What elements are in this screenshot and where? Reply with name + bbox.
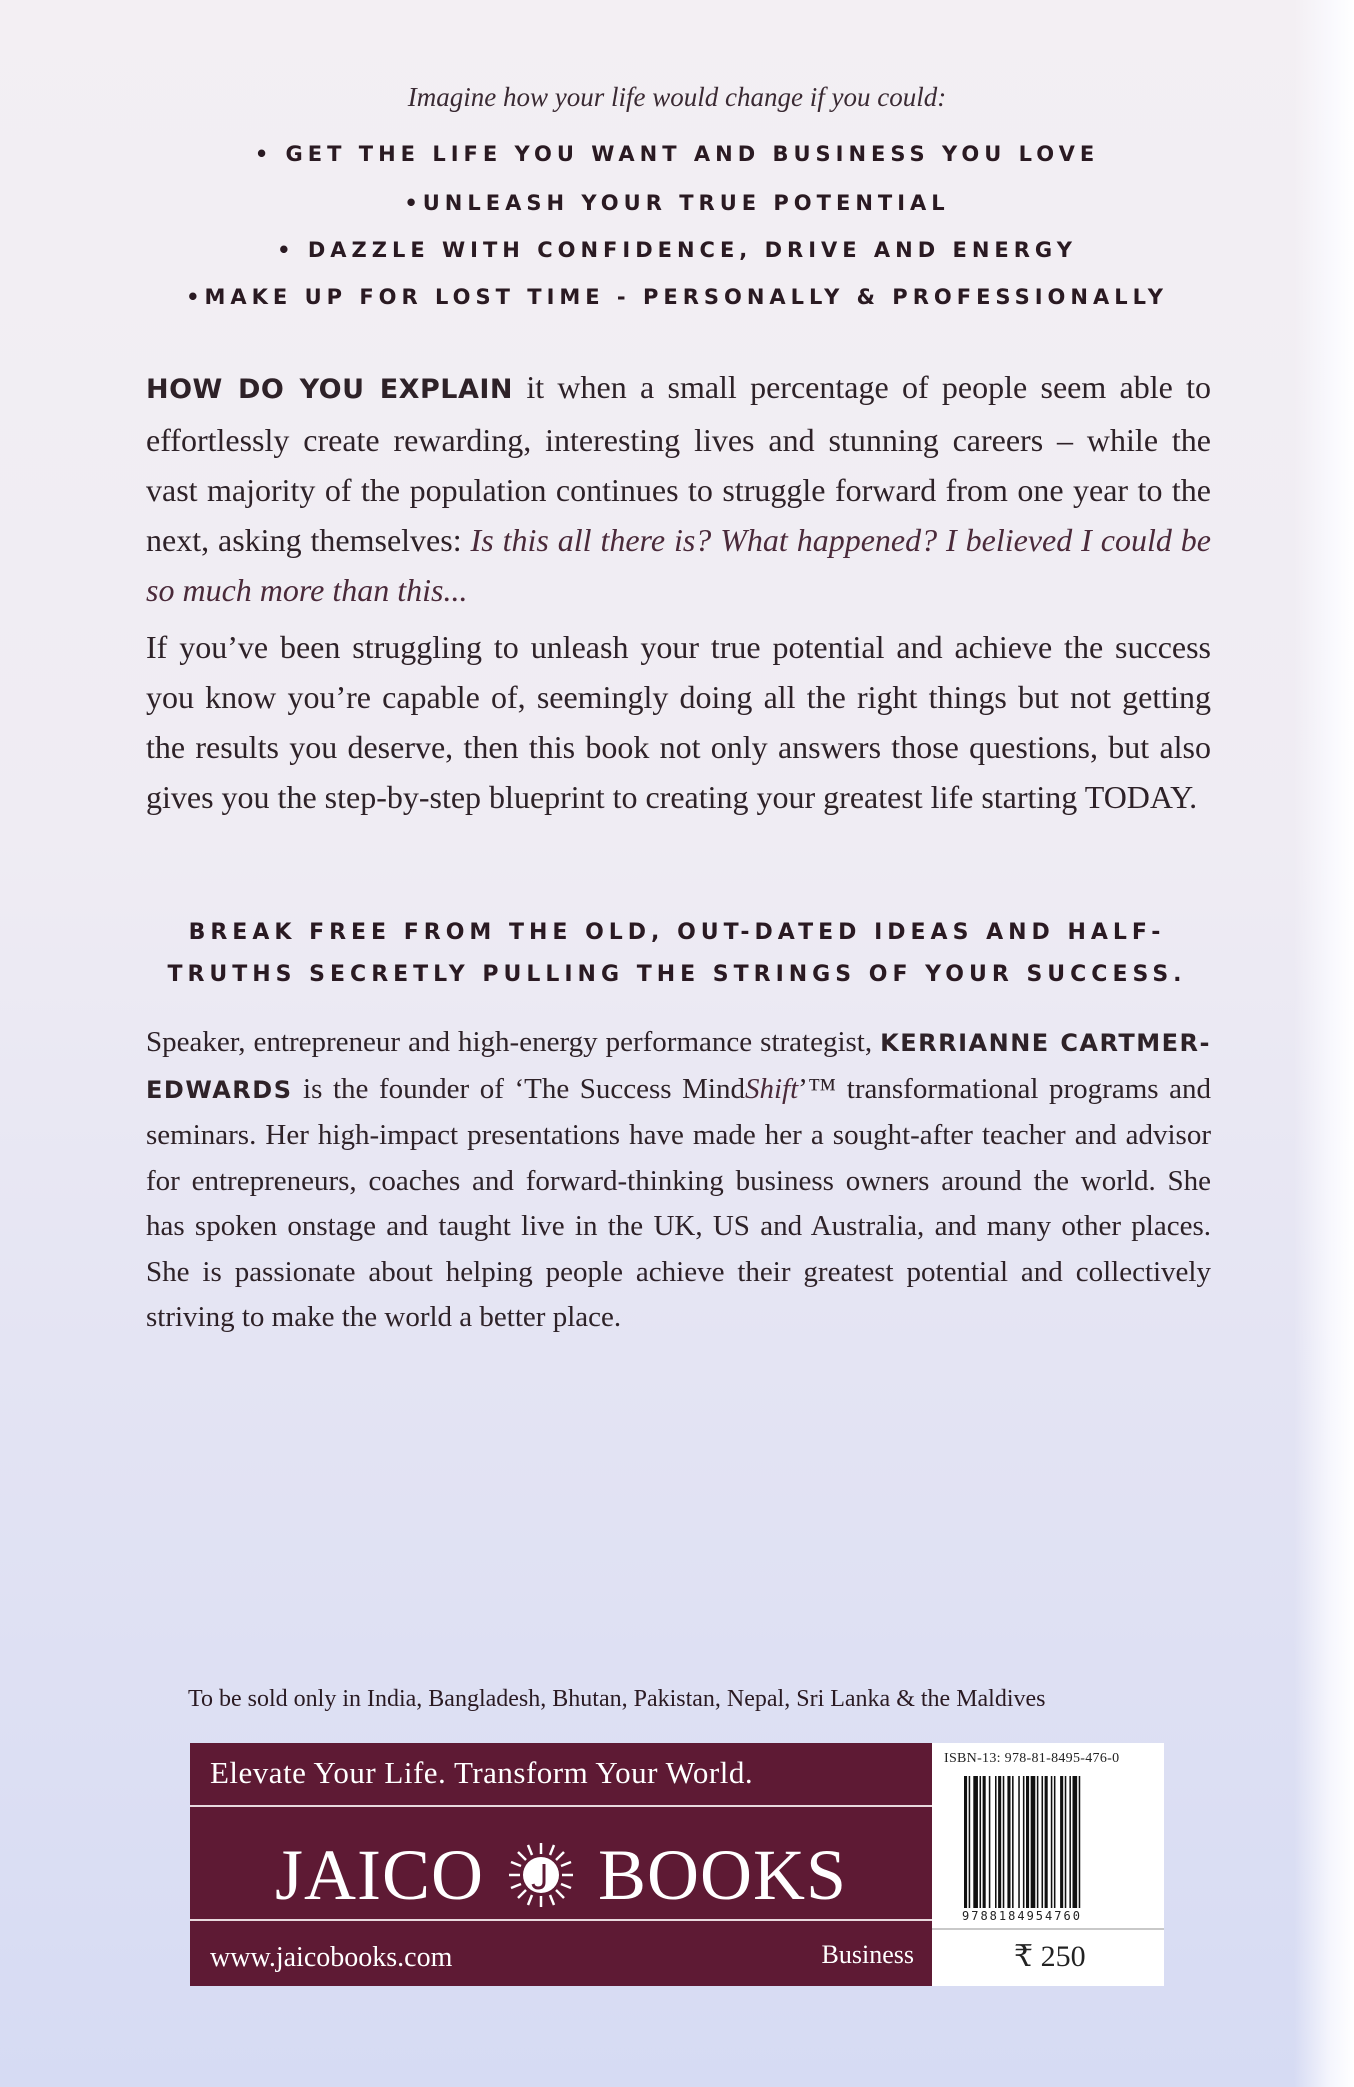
author-bio [146,1020,1211,1341]
publisher-divider-top [190,1805,932,1807]
bio-text-after: ’™ transformational programs and seminars. Her high-impact presentations have made her a sought-after teacher and advisor for entrepreneurs, coaches and forward-thinking business owners around the world. She has spoken onstage and taught live in the UK, US and Australia, and many other places. She is passionate about helping people achieve their greatest potential and collectively striving to make the world a better place. [146,1072,1211,1333]
barcode-icon [964,1776,1130,1908]
intro-line: Imagine how your life would change if you could: [407,82,947,112]
bullet-4: •MAKE UP FOR LOST TIME - PERSONALLY & PROFESSIONALLY [186,285,1168,309]
sun-logo-icon [506,1840,576,1910]
author-name: KERRIANNE CARTMER-EDWARDS [146,1029,1212,1104]
bullet-1: • GET THE LIFE YOU WANT AND BUSINESS YOU LOVE [254,142,1100,166]
bio-text-before: Speaker, entrepreneur and high-energy performance strategist, [146,1026,881,1058]
bullet-3: • DAZZLE WITH CONFIDENCE, DRIVE AND ENERGY [277,238,1077,262]
publisher-box [190,1743,932,1986]
paragraph-lead: HOW DO YOU EXPLAIN [146,374,514,405]
isbn-label: ISBN-13: 978-81-8495-476-0 [944,1751,1120,1766]
paragraph-explain [146,362,1211,615]
paragraph-italic: Is this all there is? What happened? I believed I could be so much more than this... [146,522,1212,608]
sale-territory-notice: To be sold only in India, Bangladesh, Bhutan, Pakistan, Nepal, Sri Lanka & the Maldives [188,1686,1046,1712]
cover-edge [1294,0,1354,2087]
publisher-name-left: JAICO [274,1834,484,1915]
publisher-brand [190,1819,932,1931]
bullet-2: •UNLEASH YOUR TRUE POTENTIAL [404,191,950,215]
barcode-box [932,1743,1164,1986]
publisher-name-right: BOOKS [597,1834,848,1915]
book-category: Business [821,1940,914,1969]
paragraph-text: it when a small percentage of people seem able to effortlessly create rewarding, interesting lives and stunning careers – while the vast majority of the population continues to struggle forward from one year to the next, asking themselves: [146,369,1212,558]
price-divider [932,1928,1164,1930]
barcode-digits: 9788184954760 [962,1909,1082,1923]
tagline-line-1: BREAK FREE FROM THE OLD, OUT-DATED IDEAS AND HALF- [188,920,1166,945]
publisher-url: www.jaicobooks.com [210,1942,453,1973]
publisher-slogan: Elevate Your Life. Transform Your World. [210,1755,754,1790]
price-label: ₹ 250 [1014,1940,1086,1973]
tagline-line-2: TRUTHS SECRETLY PULLING THE STRINGS OF YOUR SUCCESS. [167,962,1187,987]
publisher-divider-bottom [190,1919,932,1921]
paragraph-struggling: If you’ve been struggling to unleash your true potential and achieve the success you know you’re capable of, seemingly doing all the right things but not getting the results you deserve, then this book not only answers those questions, but also gives you the step-by-step blueprint to creating your greatest life starting TODAY. [146,629,1211,815]
bio-italic-word: Shift [744,1072,799,1105]
bio-text-mid: is the founder of ‘The Success Mind [292,1072,745,1105]
